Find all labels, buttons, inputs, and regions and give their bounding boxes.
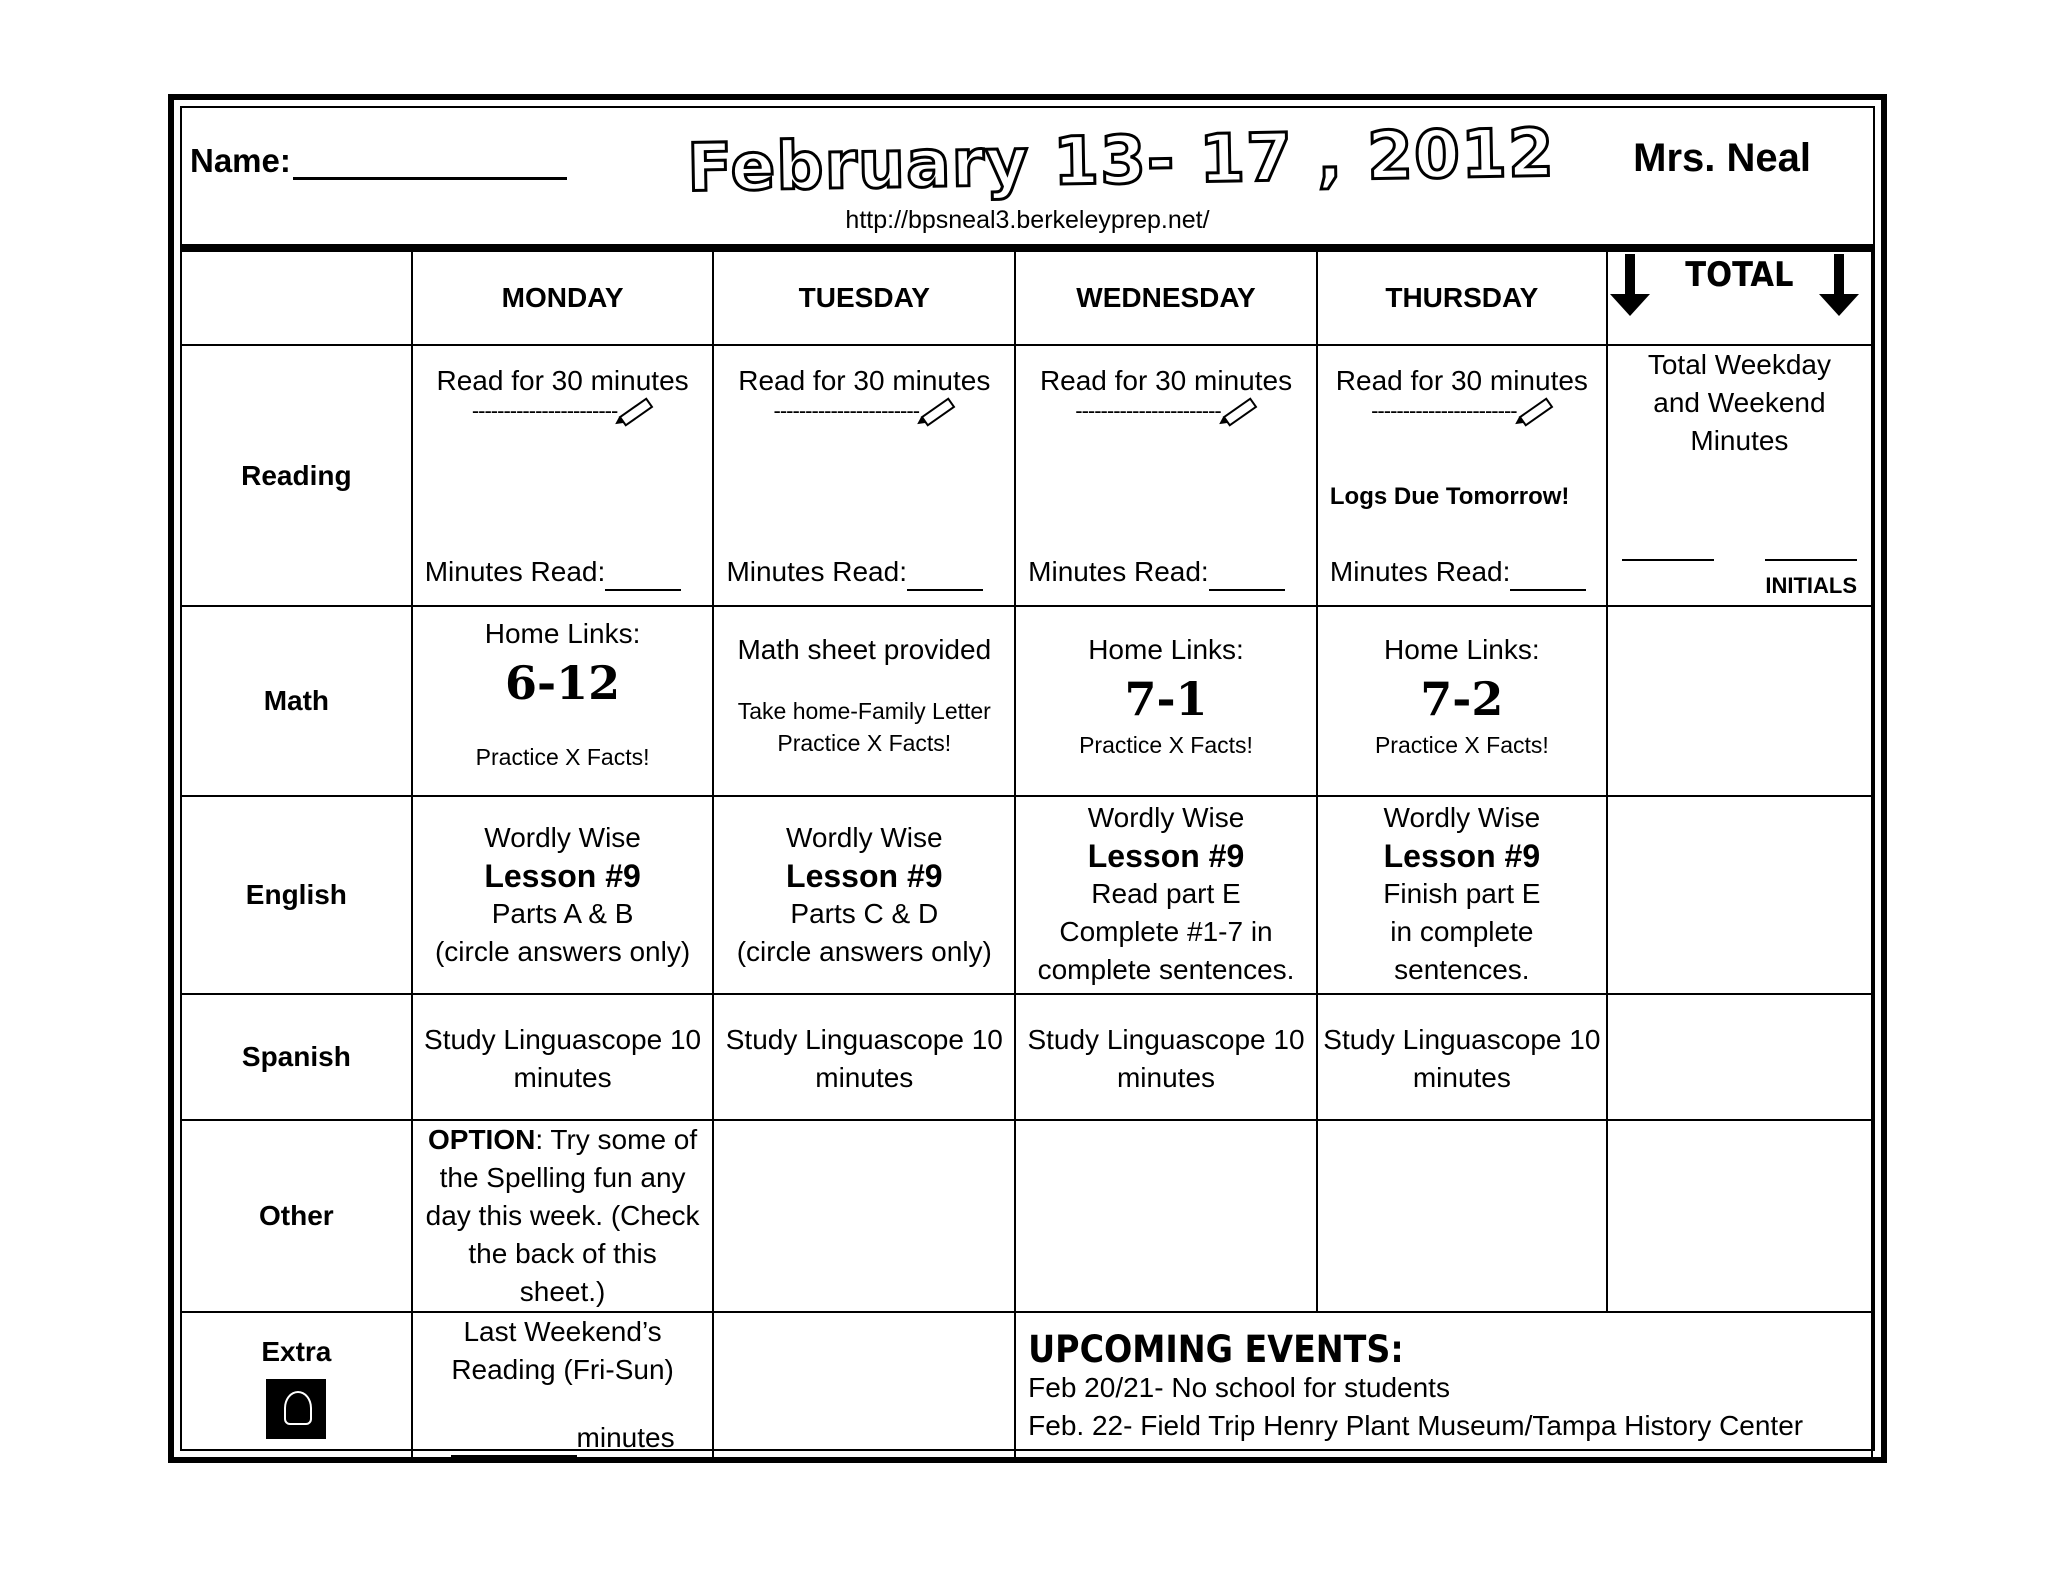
minutes-blank-line [1510, 563, 1586, 591]
minutes-blank-line [907, 563, 983, 591]
down-arrow-icon [1831, 254, 1847, 314]
weekend-minutes-line [451, 1429, 577, 1457]
spanish-total [1607, 994, 1872, 1120]
spanish-monday: Study Linguascope 10 minutes [412, 994, 714, 1120]
events-title: UPCOMING EVENTS: [1028, 1328, 1404, 1371]
other-wednesday [1015, 1120, 1317, 1312]
initials-line [1765, 559, 1857, 561]
homework-sheet [168, 94, 1887, 1463]
name-field: Name: [190, 142, 567, 180]
english-monday: Wordly Wise Lesson #9 Parts A & B (circle answers only) [412, 796, 714, 994]
week-title: February 13- 17 , 2012 [686, 114, 1556, 207]
other-monday: OPTION: Try some of the Spelling fun any day this week. (Check the back of this sheet.) [412, 1120, 714, 1312]
math-row [182, 606, 1872, 796]
math-monday: Home Links: 6-12 Practice X Facts! [412, 606, 714, 796]
spanish-thursday: Study Linguascope 10 minutes [1317, 994, 1607, 1120]
day-thursday: THURSDAY [1317, 251, 1607, 345]
row-label-reading: Reading [182, 345, 412, 606]
day-header-row [182, 251, 1872, 345]
row-label-other: Other [182, 1120, 412, 1312]
reading-thursday: Read for 30 minutes ----------------------- Logs Due Tomorrow! Minutes Read: [1317, 345, 1607, 606]
row-label-extra: Extra [182, 1312, 412, 1462]
sheet-header [182, 108, 1873, 250]
other-row [182, 1120, 1872, 1312]
pencil-icon [1222, 398, 1257, 427]
spanish-tuesday: Study Linguascope 10 minutes [713, 994, 1015, 1120]
other-total [1607, 1120, 1872, 1312]
event-item: Feb. 22- Field Trip Henry Plant Museum/Tampa History Center [1028, 1410, 1804, 1441]
day-wednesday: WEDNESDAY [1015, 251, 1317, 345]
math-wednesday: Home Links: 7-1 Practice X Facts! [1015, 606, 1317, 796]
english-total [1607, 796, 1872, 994]
pencil-icon [1518, 398, 1553, 427]
extra-row [182, 1312, 1872, 1462]
spanish-wednesday: Study Linguascope 10 minutes [1015, 994, 1317, 1120]
down-arrow-icon [1622, 254, 1638, 314]
initials-label: INITIALS [1765, 573, 1857, 598]
upcoming-events [1015, 1312, 1872, 1462]
english-row [182, 796, 1872, 994]
day-tuesday: TUESDAY [713, 251, 1015, 345]
homework-grid [182, 250, 1873, 1463]
total-header: TOTAL [1685, 255, 1794, 295]
math-tuesday: Math sheet provided Take home-Family Letter Practice X Facts! [713, 606, 1015, 796]
other-thursday [1317, 1120, 1607, 1312]
pencil-icon [619, 398, 654, 427]
reading-row [182, 345, 1872, 606]
minutes-blank-line [1209, 563, 1285, 591]
pencil-icon [921, 398, 956, 427]
reading-tuesday: Read for 30 minutes ----------------------- Minutes Read: [713, 345, 1015, 606]
total-minutes-line [1622, 559, 1714, 561]
logs-due-note: Logs Due Tomorrow! [1329, 483, 1570, 510]
event-item: Feb 20/21- No school for students [1028, 1372, 1450, 1403]
math-total [1607, 606, 1872, 796]
english-thursday: Wordly Wise Lesson #9 Finish part E in complete sentences. [1317, 796, 1607, 994]
reading-child-icon [266, 1379, 326, 1439]
reading-wednesday: Read for 30 minutes ----------------------- Minutes Read: [1015, 345, 1317, 606]
name-blank-line [293, 147, 567, 180]
other-tuesday [713, 1120, 1015, 1312]
reading-monday: Read for 30 minutes ----------------------- Minutes Read: [412, 345, 714, 606]
teacher-name: Mrs. Neal [1633, 136, 1811, 180]
class-url: http://bpsneal3.berkeleyprep.net/ [845, 206, 1210, 234]
row-label-math: Math [182, 606, 412, 796]
english-tuesday: Wordly Wise Lesson #9 Parts C & D (circle answers only) [713, 796, 1015, 994]
row-label-english: English [182, 796, 412, 994]
day-monday: MONDAY [412, 251, 714, 345]
spanish-row [182, 994, 1872, 1120]
corner-cell [182, 251, 412, 345]
extra-monday: Last Weekend’s Reading (Fri-Sun) minutes [412, 1312, 714, 1462]
total-header-cell [1607, 251, 1872, 345]
row-label-spanish: Spanish [182, 994, 412, 1120]
minutes-blank-line [605, 563, 681, 591]
english-wednesday: Wordly Wise Lesson #9 Read part E Complete #1-7 in complete sentences. [1015, 796, 1317, 994]
extra-tuesday [713, 1312, 1015, 1462]
reading-total: Total Weekday and Weekend Minutes INITIALS [1607, 345, 1872, 606]
math-thursday: Home Links: 7-2 Practice X Facts! [1317, 606, 1607, 796]
